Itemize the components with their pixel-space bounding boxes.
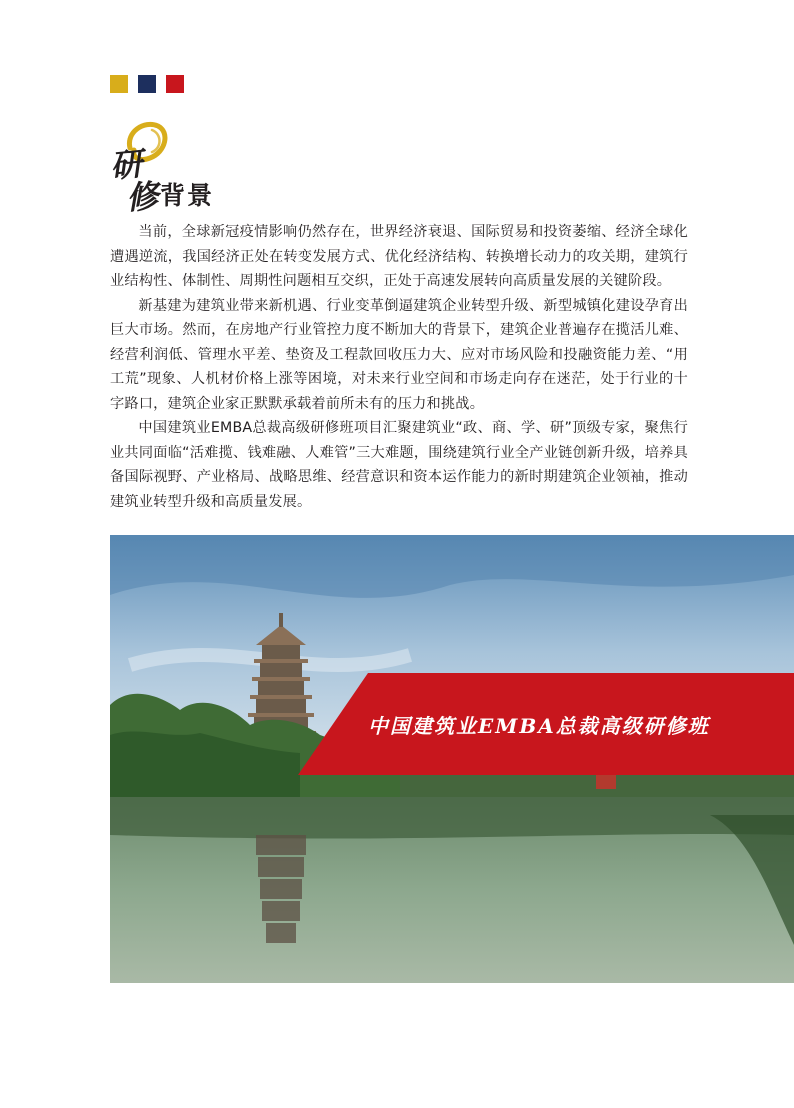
swatch-red (166, 75, 184, 93)
paragraph: 中国建筑业EMBA总裁高级研修班项目汇聚建筑业“政、商、学、研”顶级专家，聚焦行业共同面临“活难揽、钱难融、人难管”三大难题，围绕建筑行业全产业链创新升级，培养具备国际视野、产业格局、战略思维、经营意识和资本运作能力的新时期建筑企业领袖，推动建筑业转型升级和高质量发展。 (110, 420, 688, 510)
paragraph: 新基建为建筑业带来新机遇、行业变革倒逼建筑企业转型升级、新型城镇化建设孕育出巨大市场。然而，在房地产行业管控力度不断加大的背景下，建筑企业普遍存在揽活儿难、经营利润低、管理水平差、垫资及工程款回收压力大、应对市场风险和投融资能力差、“用工荒”现象、人机材价格上涨等困境，对未来行业空间和市场走向存在迷茫，处于行业的十字路口，建筑企业家正默默承载着前所未有的压力和挑战。 (110, 297, 688, 412)
paragraph: 当前，全球新冠疫情影响仍然存在，世界经济衰退、国际贸易和投资萎缩、经济全球化遭遇逆流，我国经济正处在转变发展方式、优化经济结构、转换增长动力的攻关期，建筑行业结构性、体制性、周期性问题相互交织，正处于高速发展转向高质量发展的关键阶段。 (110, 224, 688, 289)
body-text (110, 220, 688, 514)
section-title-char2: 修 (124, 176, 160, 218)
section-title-rest: 背景 (160, 181, 215, 210)
banner-title: 中国建筑业EMBA总裁高级研修班 (368, 714, 710, 738)
section-title-char1: 研 (108, 144, 145, 186)
swatch-gold (110, 75, 128, 93)
swatch-navy (138, 75, 156, 93)
